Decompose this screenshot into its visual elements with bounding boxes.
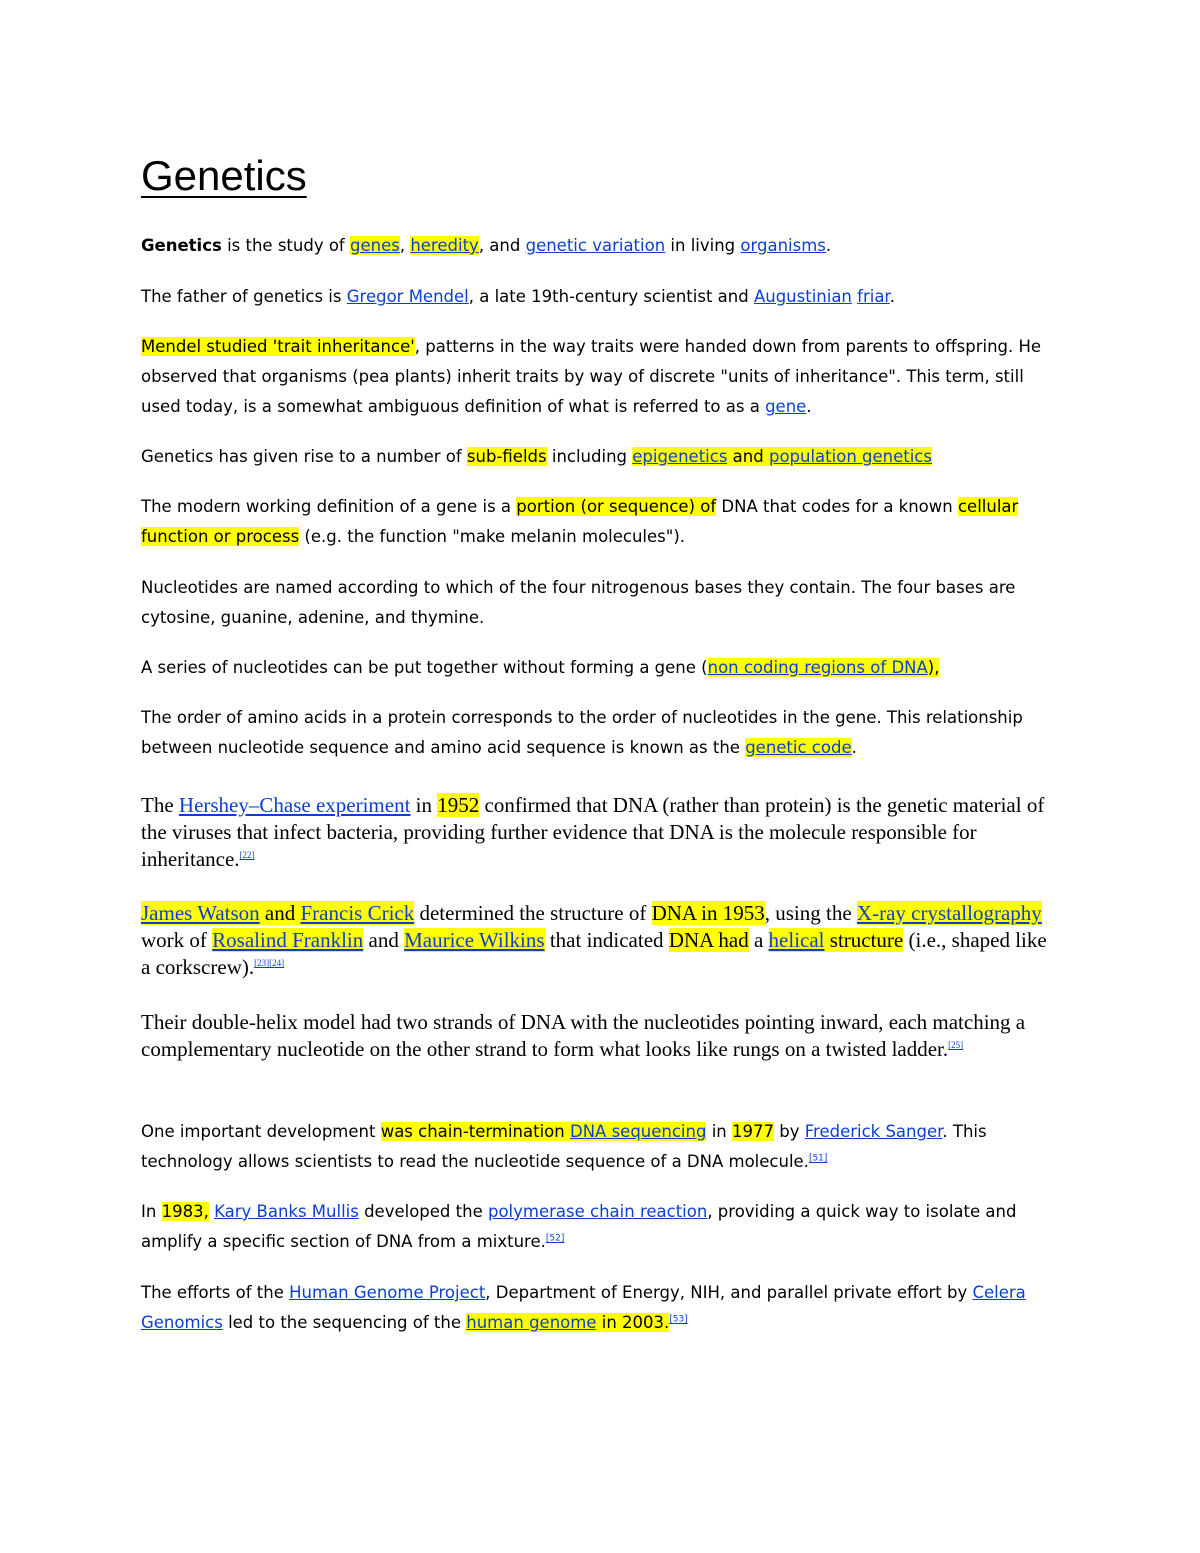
link-human-genome-project[interactable]: Human Genome Project xyxy=(289,1283,486,1302)
reference-24[interactable]: [24] xyxy=(269,958,285,968)
link-dna-sequencing[interactable]: DNA sequencing xyxy=(569,1122,707,1141)
link-maurice-wilkins[interactable]: Maurice Wilkins xyxy=(404,928,545,952)
highlight-1952: 1952 xyxy=(437,793,480,817)
link-non-coding-regions[interactable]: non coding regions of DNA xyxy=(707,658,928,677)
link-epigenetics[interactable]: epigenetics xyxy=(632,447,728,466)
highlight-chain-termination: was chain-termination xyxy=(380,1122,570,1141)
link-rosalind-franklin[interactable]: Rosalind Franklin xyxy=(212,928,364,952)
paragraph-sequencing: One important development was chain-termination DNA sequencing in 1977 by Frederick Sanger. This technology allows scientists to read the nucleotide sequence of a DNA molecule.[51] xyxy=(141,1122,987,1171)
highlight-1977: 1977 xyxy=(732,1122,774,1141)
reference-52[interactable]: [52] xyxy=(545,1233,565,1244)
paragraph-human-genome: The efforts of the Human Genome Project, Department of Energy, NIH, and parallel private effort by Celera Genomics led to the sequencing of the human genome in 2003.[53] xyxy=(141,1283,1026,1332)
link-human-genome[interactable]: human genome xyxy=(466,1313,597,1332)
link-organisms[interactable]: organisms xyxy=(740,236,826,255)
reference-25[interactable]: [25] xyxy=(948,1040,964,1050)
reference-53[interactable]: [53] xyxy=(669,1314,688,1325)
link-frederick-sanger[interactable]: Frederick Sanger xyxy=(804,1122,943,1141)
paragraph-noncoding: A series of nucleotides can be put together without forming a gene (non coding regions of DNA), xyxy=(141,658,940,677)
link-francis-crick[interactable]: Francis Crick xyxy=(300,901,415,925)
paragraph-mendel: Mendel studied 'trait inheritance', patterns in the way traits were handed down from parents to offspring. He observed that organisms (pea plants) inherit traits by way of discrete "units of inheritance". This term, still used today, is a somewhat ambiguous definition of what is referred to as a gene. xyxy=(141,337,1042,416)
link-heredity[interactable]: heredity xyxy=(410,236,479,255)
reference-22[interactable]: [22] xyxy=(239,850,255,860)
link-friar[interactable]: friar xyxy=(857,287,890,306)
link-gregor-mendel[interactable]: Gregor Mendel xyxy=(346,287,469,306)
link-genetic-code[interactable]: genetic code xyxy=(745,738,852,757)
link-genes[interactable]: genes xyxy=(349,236,400,255)
link-population-genetics[interactable]: population genetics xyxy=(768,447,932,466)
highlight-portion: portion (or sequence) of xyxy=(516,497,717,516)
link-kary-mullis[interactable]: Kary Banks Mullis xyxy=(214,1202,359,1221)
link-hershey-chase[interactable]: Hershey–Chase experiment xyxy=(178,793,411,817)
link-augustinian[interactable]: Augustinian xyxy=(753,287,852,306)
paragraph-watson-crick: James Watson and Francis Crick determined the structure of DNA in 1953, using the X-ray crystallography work of Rosalind Franklin and Maurice Wilkins that indicated DNA had a helical structure (i.e., shaped like a corkscrew).[23][24] xyxy=(141,901,1047,979)
reference-51[interactable]: [51] xyxy=(808,1153,828,1164)
paragraph-definition: Genetics is the study of genes, heredity, and genetic variation in living organisms. xyxy=(141,236,832,255)
bold-term: Genetics xyxy=(141,236,222,255)
highlight-subfields: sub-fields xyxy=(466,447,547,466)
paragraph-pcr: In 1983, Kary Banks Mullis developed the polymerase chain reaction, providing a quick way to isolate and amplify a specific section of DNA from a mixture.[52] xyxy=(141,1202,1017,1251)
highlight-2003: in 2003. xyxy=(596,1313,670,1332)
link-polymerase-chain-reaction[interactable]: polymerase chain reaction xyxy=(487,1202,708,1221)
highlight-dna-had: DNA had xyxy=(668,928,749,952)
paragraph-father: The father of genetics is Gregor Mendel, a late 19th-century scientist and Augustinian friar. xyxy=(141,287,895,306)
link-genetic-variation[interactable]: genetic variation xyxy=(525,236,666,255)
link-james-watson[interactable]: James Watson xyxy=(141,901,260,925)
link-helical[interactable]: helical xyxy=(768,928,825,952)
page-title: Genetics xyxy=(141,152,307,199)
highlight-1983: 1983, xyxy=(161,1202,209,1221)
highlight-cellular-function: cellular function or process xyxy=(141,497,1019,546)
paragraph-genetic-code: The order of amino acids in a protein corresponds to the order of nucleotides in the gene. This relationship between nucleotide sequence and amino acid sequence is known as the genetic code. xyxy=(141,708,1023,757)
paragraph-gene-definition: The modern working definition of a gene is a portion (or sequence) of DNA that codes for a known cellular function or process (e.g. the function "make melanin molecules"). xyxy=(141,497,1019,546)
paragraph-nucleotides: Nucleotides are named according to which of the four nitrogenous bases they contain. The four bases are cytosine, guanine, adenine, and thymine. xyxy=(141,578,1016,627)
link-xray-crystallography[interactable]: X-ray crystallography xyxy=(856,901,1042,925)
highlight-dna-1953: DNA in 1953 xyxy=(651,901,765,925)
link-celera-genomics[interactable]: Celera Genomics xyxy=(141,1283,1026,1332)
reference-23[interactable]: [23] xyxy=(254,958,270,968)
highlight-trait-inheritance: Mendel studied 'trait inheritance' xyxy=(141,337,415,356)
paragraph-hershey-chase: The Hershey–Chase experiment in 1952 confirmed that DNA (rather than protein) is the genetic material of the viruses that infect bacteria, providing further evidence that DNA is the molecule responsible for inheritance.[22] xyxy=(141,793,1045,871)
paragraph-subfields: Genetics has given rise to a number of sub-fields including epigenetics and population genetics xyxy=(141,447,932,466)
link-gene[interactable]: gene xyxy=(765,397,807,416)
paragraph-double-helix: Their double-helix model had two strands of DNA with the nucleotides pointing inward, each matching a complementary nucleotide on the other strand to form what looks like rungs on a twisted ladder.[25] xyxy=(141,1010,1026,1061)
